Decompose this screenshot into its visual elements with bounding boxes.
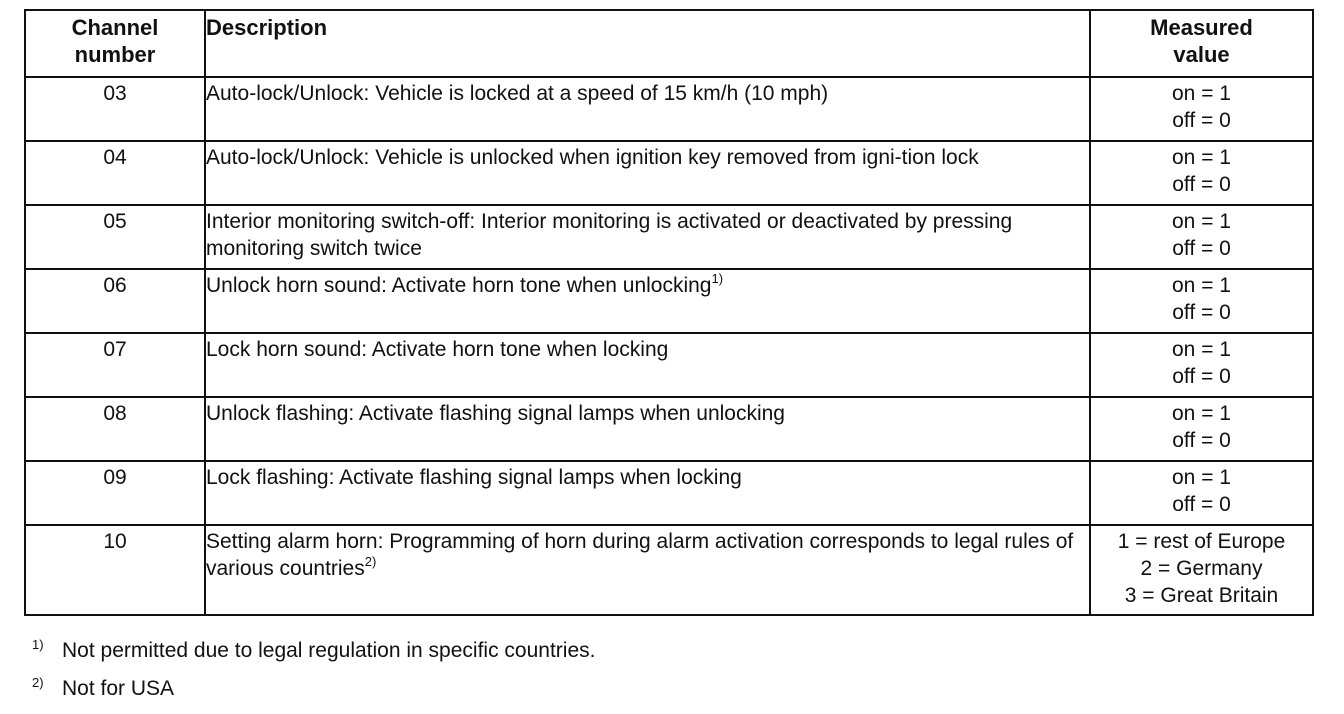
measured-value-line: off = 0 xyxy=(1172,237,1231,260)
description-text: Interior monitoring switch-off: Interior monitoring is activated or deactivated by pressing monitoring switch twice xyxy=(206,210,1013,260)
channel-number-cell: 08 xyxy=(25,397,205,461)
measured-value-cell xyxy=(1090,269,1313,333)
measured-value-cell xyxy=(1090,333,1313,397)
description-text: Unlock horn sound: Activate horn tone when unlocking xyxy=(206,274,712,297)
channel-number-cell: 09 xyxy=(25,461,205,525)
header-channel-number-line: Channel xyxy=(71,15,159,40)
footnote-reference: 2) xyxy=(364,554,377,569)
description-cell xyxy=(205,397,1090,461)
table-row xyxy=(25,397,1313,461)
measured-value-line: off = 0 xyxy=(1172,493,1231,516)
measured-value-cell xyxy=(1090,141,1313,205)
description-cell xyxy=(205,333,1090,397)
channel-number-cell: 10 xyxy=(25,525,205,615)
measured-value-line: off = 0 xyxy=(1172,429,1231,452)
header-channel-number xyxy=(25,10,205,77)
table-row xyxy=(25,333,1313,397)
description-text: Auto-lock/Unlock: Vehicle is locked at a speed of 15 km/h (10 mph) xyxy=(206,82,829,105)
description-text: Setting alarm horn: Programming of horn during alarm activation corresponds to legal rules of various countries xyxy=(206,530,1074,580)
measured-value-line: 1 = rest of Europe xyxy=(1117,530,1286,553)
measured-value-cell xyxy=(1090,397,1313,461)
measured-value-cell xyxy=(1090,77,1313,141)
measured-value-line: on = 1 xyxy=(1172,146,1231,169)
measured-value-cell xyxy=(1090,205,1313,269)
measured-value-line: 2 = Germany xyxy=(1140,557,1263,580)
description-cell xyxy=(205,269,1090,333)
description-cell xyxy=(205,141,1090,205)
header-measured-value-line: Measured xyxy=(1150,15,1253,40)
table-row xyxy=(25,141,1313,205)
table-row xyxy=(25,205,1313,269)
description-text: Unlock flashing: Activate flashing signal lamps when unlocking xyxy=(206,402,785,425)
footnote-reference: 1) xyxy=(711,271,724,286)
description-cell xyxy=(205,525,1090,615)
description-cell xyxy=(205,77,1090,141)
channel-number-cell: 06 xyxy=(25,269,205,333)
table-header-row xyxy=(25,10,1313,77)
footnote-text: Not permitted due to legal regulation in specific countries. xyxy=(62,639,596,662)
measured-value-line: on = 1 xyxy=(1172,274,1231,297)
table-row xyxy=(25,525,1313,615)
measured-value-line: off = 0 xyxy=(1172,301,1231,324)
measured-value-line: on = 1 xyxy=(1172,82,1231,105)
channel-number-cell: 04 xyxy=(25,141,205,205)
footnote-mark: 1) xyxy=(32,637,44,652)
measured-value-line: on = 1 xyxy=(1172,210,1231,233)
channel-table xyxy=(24,9,1314,616)
measured-value-line: off = 0 xyxy=(1172,109,1231,132)
measured-value-line: off = 0 xyxy=(1172,365,1231,388)
table-row xyxy=(25,269,1313,333)
measured-value-line: on = 1 xyxy=(1172,402,1231,425)
header-description: Description xyxy=(205,10,1090,77)
table-row xyxy=(25,77,1313,141)
description-cell xyxy=(205,205,1090,269)
description-text: Lock horn sound: Activate horn tone when locking xyxy=(206,338,669,361)
header-measured-value-line: value xyxy=(1173,42,1230,67)
description-cell xyxy=(205,461,1090,525)
description-text: Lock flashing: Activate flashing signal lamps when locking xyxy=(206,466,742,489)
measured-value-cell xyxy=(1090,461,1313,525)
channel-number-cell: 03 xyxy=(25,77,205,141)
measured-value-cell xyxy=(1090,525,1313,615)
header-channel-number-line: number xyxy=(74,42,156,67)
footnotes xyxy=(32,628,595,704)
measured-value-line: off = 0 xyxy=(1172,173,1231,196)
channel-number-cell: 07 xyxy=(25,333,205,397)
footnote-mark: 2) xyxy=(32,675,44,690)
footnote xyxy=(32,628,595,666)
measured-value-line: on = 1 xyxy=(1172,338,1231,361)
header-measured-value xyxy=(1090,10,1313,77)
description-text: Auto-lock/Unlock: Vehicle is unlocked when ignition key removed from igni-tion lock xyxy=(206,146,979,169)
measured-value-line: on = 1 xyxy=(1172,466,1231,489)
channel-number-cell: 05 xyxy=(25,205,205,269)
footnote-text: Not for USA xyxy=(62,677,175,700)
table-row xyxy=(25,461,1313,525)
footnote xyxy=(32,666,595,704)
measured-value-line: 3 = Great Britain xyxy=(1124,584,1279,607)
